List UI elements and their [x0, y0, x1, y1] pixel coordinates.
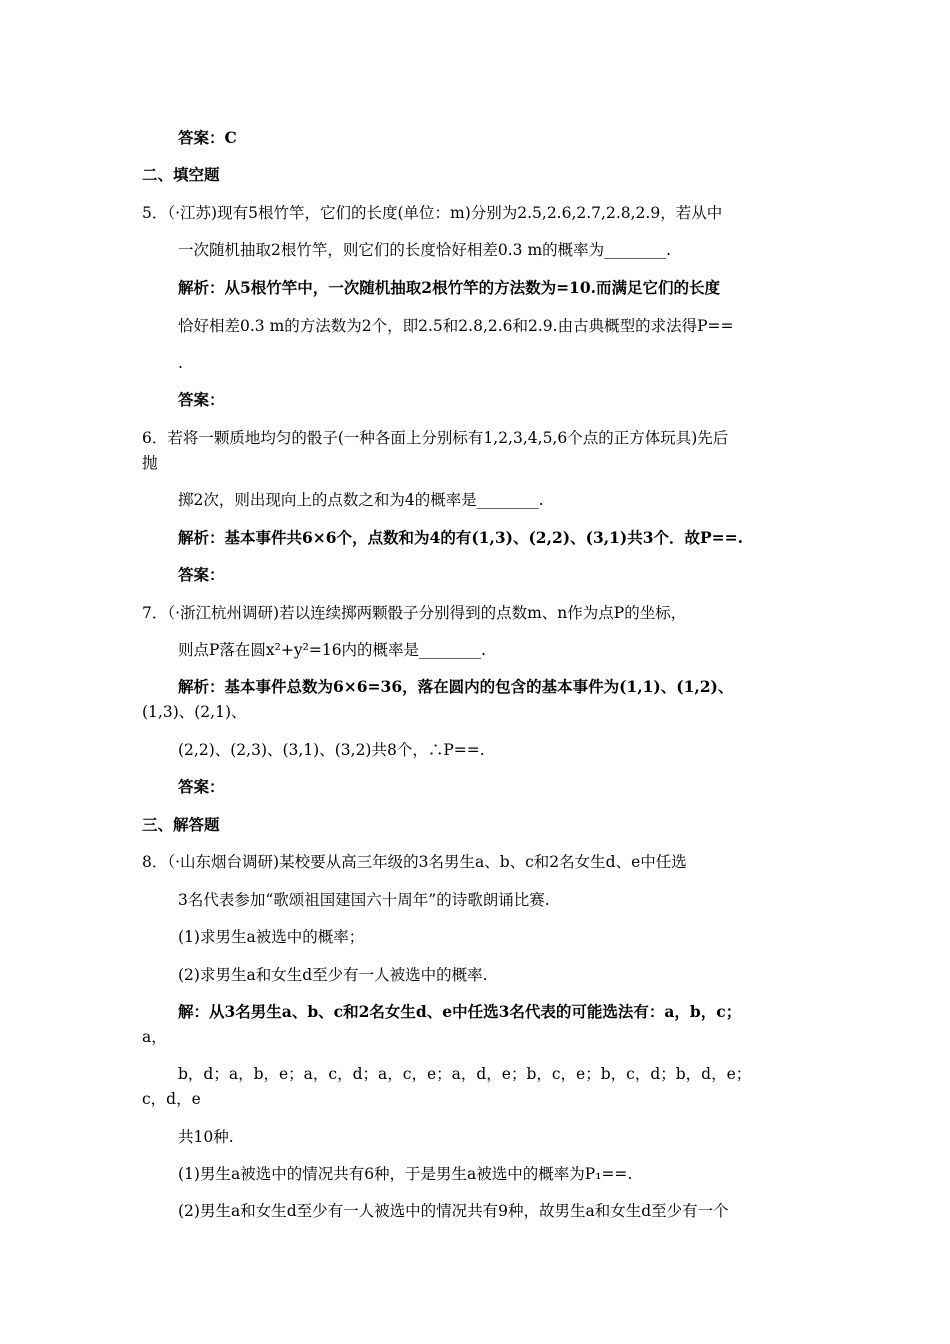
- solution-5-line-3: .: [178, 354, 183, 372]
- solution-5-line-2: 恰好相差0.3 m的方法数为2个，即2.5和2.8,2.6和2.9.由古典概型的求法得P==: [178, 317, 734, 335]
- question-8-line-1: 8．（·山东烟台调研)某校要从高三年级的3名男生a、b、c和2名女生d、e中任选: [142, 853, 687, 871]
- solution-8-line-2: a，: [142, 1028, 167, 1046]
- answer-6: 答案：: [178, 565, 225, 584]
- solution-7-line-2: (1,3)、(2,1)、: [142, 703, 247, 721]
- solution-5-line-1: 解析：从5根竹竿中，一次随机抽取2根竹竿的方法数为=10.而满足它们的长度: [178, 278, 721, 297]
- solution-8-line-3: b，d；a，b，e；a，c，d；a，c，e；a，d，e；b，c，e；b，c，d；b，d，e；: [178, 1065, 752, 1083]
- solution-8-line-5: 共10种.: [178, 1128, 234, 1146]
- solution-6: 解析：基本事件共6×6个，点数和为4的有(1,3)、(2,2)、(3,1)共3个．故P==.: [178, 528, 744, 547]
- solution-8-line-1: 解：从3名男生a、b、c和2名女生d、e中任选3名代表的可能选法有：a，b，c；: [178, 1002, 742, 1021]
- solution-8-part-1: (1)男生a被选中的情况共有6种，于是男生a被选中的概率为P₁==.: [178, 1165, 633, 1183]
- solution-7-line-3: (2,2)、(2,3)、(3,1)、(3,2)共8个，∴P==.: [178, 741, 485, 759]
- question-8-line-2: 3名代表参加“歌颂祖国建国六十周年”的诗歌朗诵比赛.: [178, 891, 550, 909]
- section-fill-in-heading: 二、填空题: [142, 165, 220, 184]
- question-6-line-2: 抛: [142, 454, 158, 472]
- answer-5: 答案：: [178, 390, 225, 409]
- solution-8-part-2: (2)男生a和女生d至少有一人被选中的情况共有9种，故男生a和女生d至少有一个: [178, 1202, 729, 1220]
- solution-7-line-1: 解析：基本事件总数为6×6=36，落在圆内的包含的基本事件为(1,1)、(1,2)、: [178, 677, 734, 696]
- solution-8-line-4: c，d，e: [142, 1090, 201, 1108]
- question-5-line-2: 一次随机抽取2根竹竿，则它们的长度恰好相差0.3 m的概率为________.: [178, 241, 672, 259]
- question-6-line-1: 6．若将一颗质地均匀的骰子(一种各面上分别标有1,2,3,4,5,6个点的正方体玩具)先后: [142, 429, 729, 447]
- question-8-part-1: (1)求男生a被选中的概率；: [178, 928, 365, 946]
- question-7-line-1: 7．（·浙江杭州调研)若以连续掷两颗骰子分别得到的点数m、n作为点P的坐标，: [142, 604, 687, 622]
- answer-4: 答案：C: [178, 128, 237, 147]
- question-7-line-2: 则点P落在圆x²+y²=16内的概率是________.: [178, 641, 486, 659]
- question-5-line-1: 5．（·江苏)现有5根竹竿，它们的长度(单位：m)分别为2.5,2.6,2.7,2.8,2.9，若从中: [142, 204, 723, 222]
- question-6-line-3: 掷2次，则出现向上的点数之和为4的概率是________.: [178, 491, 544, 509]
- answer-7: 答案：: [178, 777, 225, 796]
- question-8-part-2: (2)求男生a和女生d至少有一人被选中的概率.: [178, 966, 488, 984]
- section-solve-heading: 三、解答题: [142, 815, 220, 834]
